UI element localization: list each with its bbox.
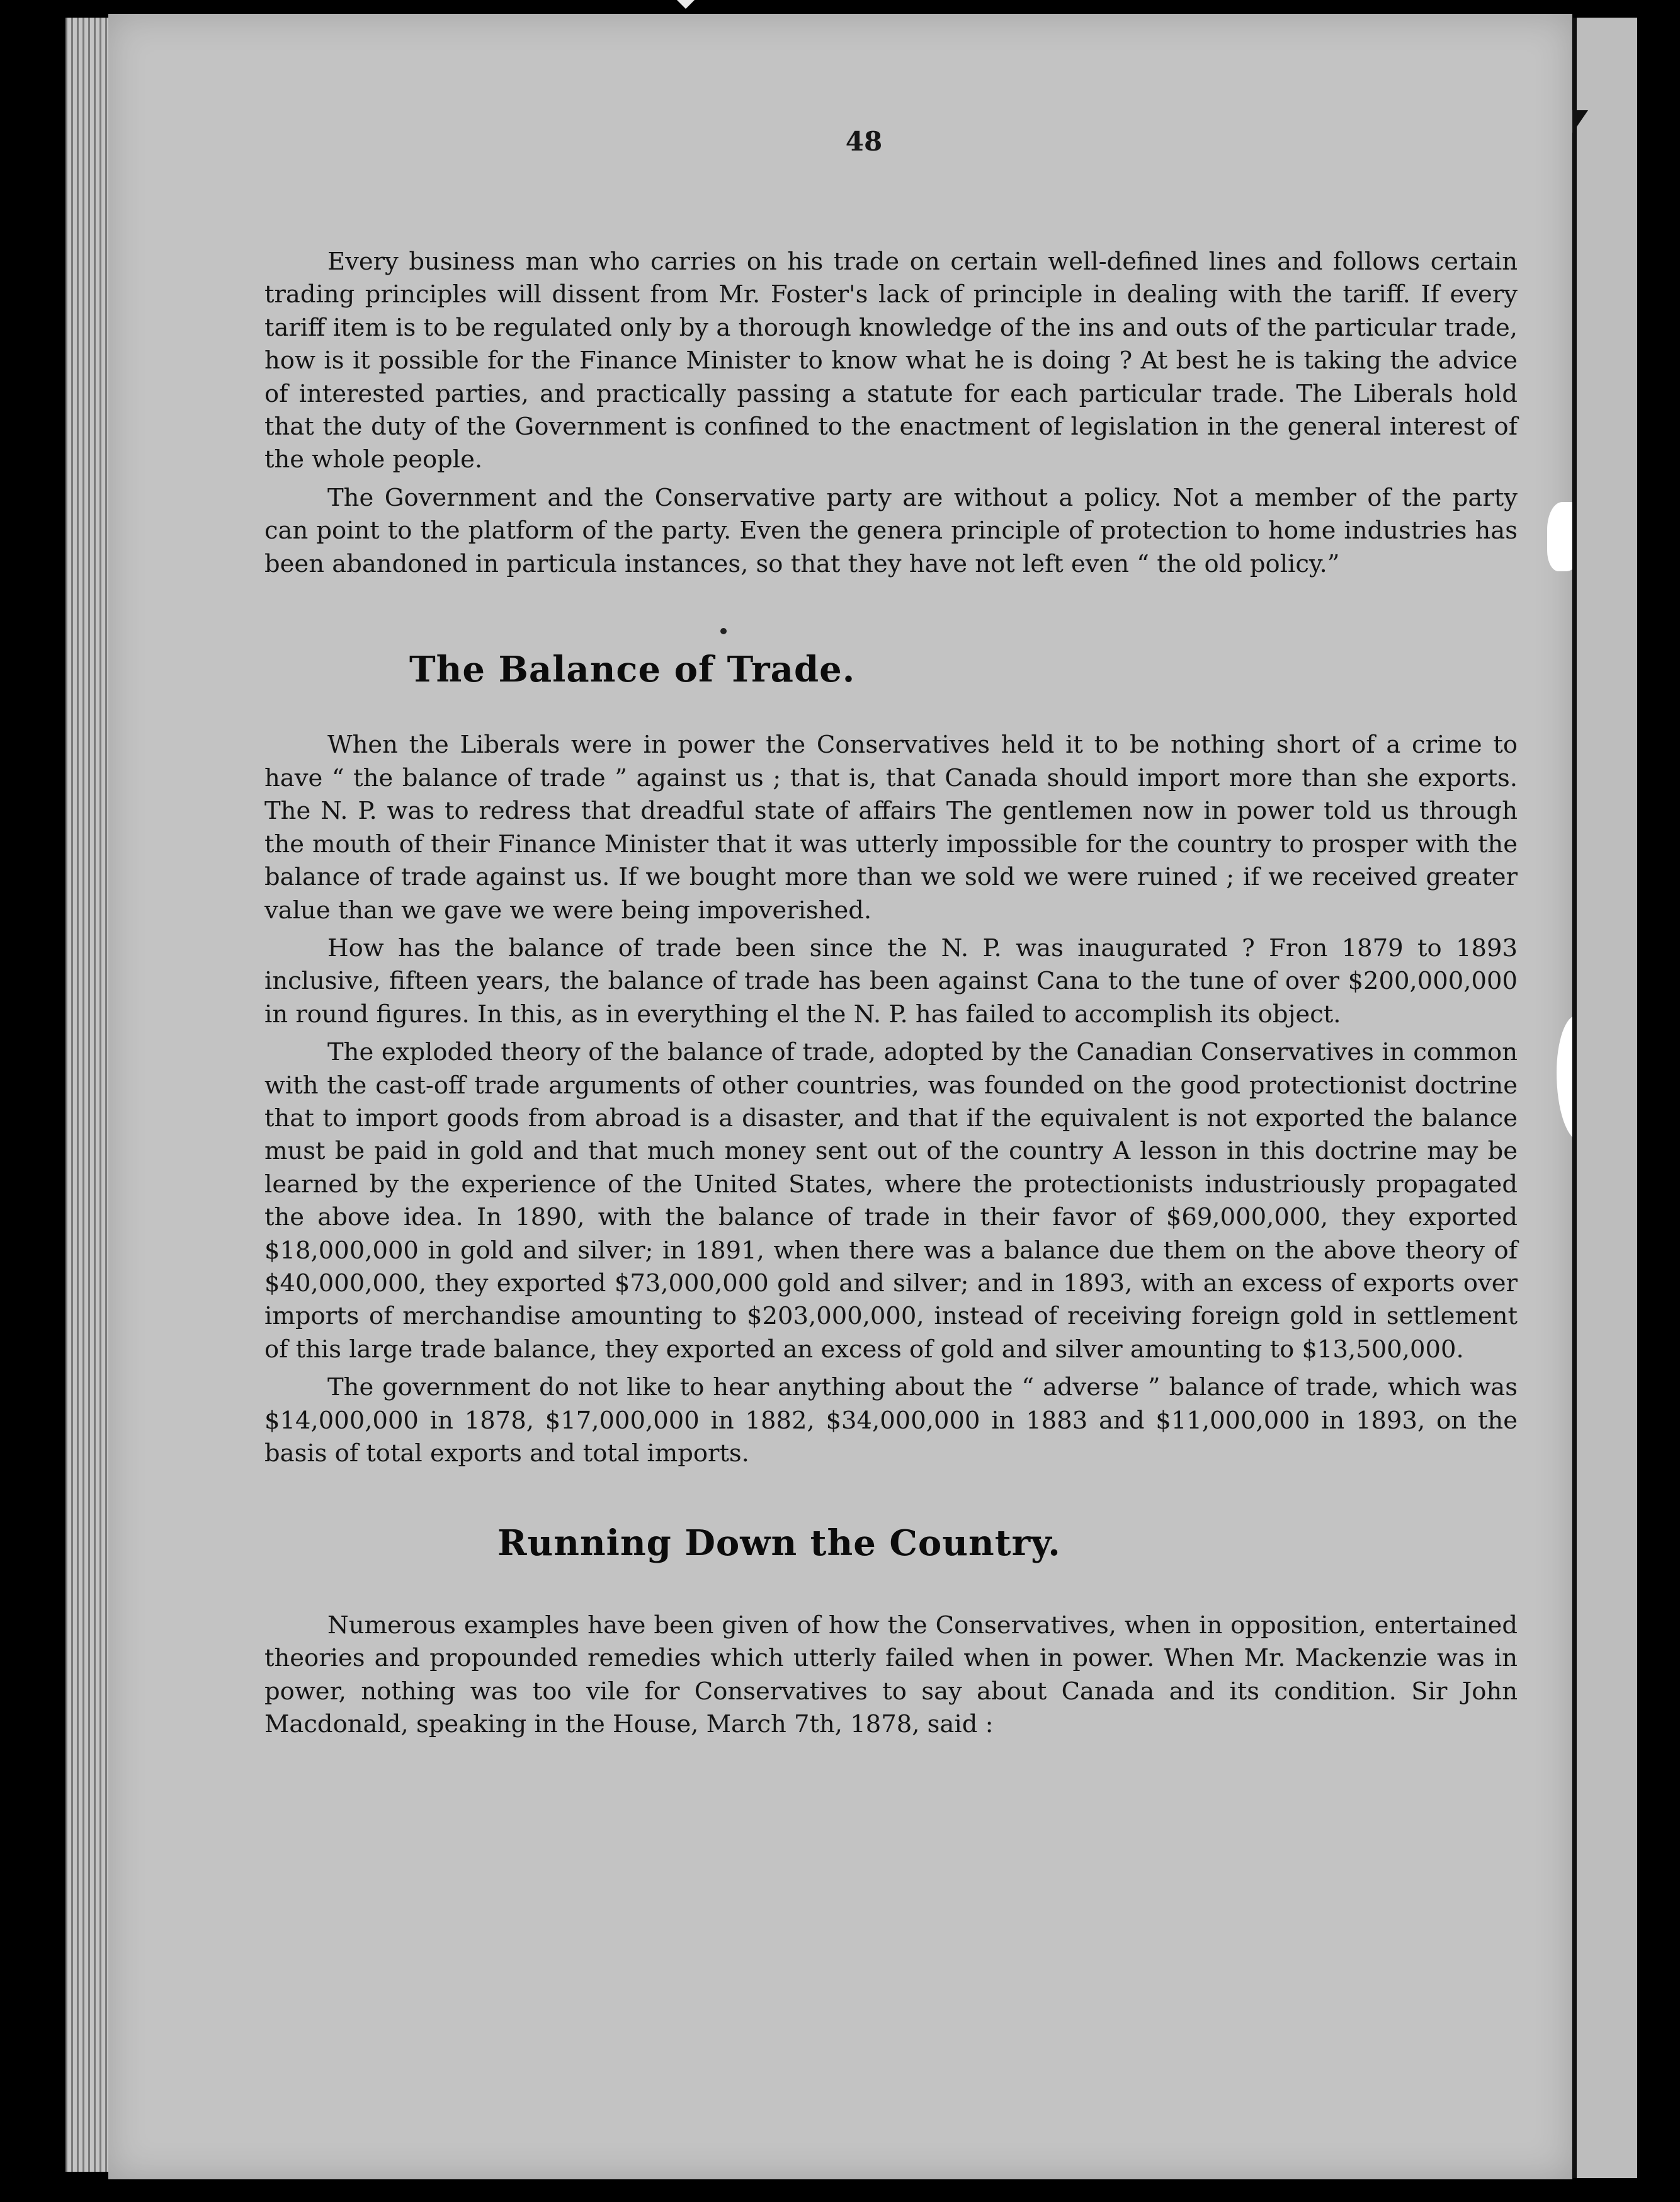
paragraph: The Government and the Conservative party are without a policy. Not a member of the party can point to the platform of the party. Even the genera principle of protection to home industries has been abandoned in particula instances, so that they have not left even “ the old policy.” bbox=[264, 483, 1518, 578]
book-binding-edge bbox=[65, 18, 110, 2172]
section-tariff-policy bbox=[264, 246, 1518, 581]
paper-tear bbox=[1557, 1015, 1572, 1141]
top-notch-mark bbox=[677, 0, 695, 9]
section-heading: Running Down the Country. bbox=[497, 1522, 1061, 1565]
section-running-down-the-country bbox=[264, 1522, 1518, 1741]
heading-spacer bbox=[264, 1560, 1518, 1609]
next-page-edge bbox=[1573, 18, 1637, 2178]
paragraph: How has the balance of trade been since the N. P. was inaugurated ? Fron 1879 to 1893 inclusive, fifteen years, the balance of trade has been against Cana to the tune of over $200,000,000 in round figures. In this, as in everything el the N. P. has failed to accomplish its object. bbox=[264, 933, 1518, 1029]
paper-tear bbox=[1547, 502, 1572, 571]
page-content bbox=[264, 176, 1518, 1741]
page-number: 48 bbox=[845, 126, 883, 157]
paragraph: Numerous examples have been given of how the Conservatives, when in opposition, entertained theories and propounded remedies which utterly failed when in power. When Mr. Mackenzie was in power, nothing was too vile for Conservatives to say about Canada and its condition. Sir John Macdonald, speaking in the House, March 7th, 1878, said : bbox=[264, 1611, 1518, 1739]
page bbox=[108, 14, 1572, 2179]
paragraph: When the Liberals were in power the Conservatives held it to be nothing short of a crime to have “ the balance of trade ” against us ; that is, that Canada should import more than she exports. The N. P. was to redress that dreadful state of affairs The gentlemen now in power told us through the mouth of their Finance Minister that it was utterly impossible for the country to prosper with the balance of trade against us. If we bought more than we sold we were ruined ; if we received greater value than we gave we were being impoverished. bbox=[264, 731, 1518, 925]
section-balance-of-trade bbox=[264, 649, 1518, 1470]
section-heading: The Balance of Trade. bbox=[409, 649, 856, 691]
paragraph: The exploded theory of the balance of trade, adopted by the Canadian Conservatives in common with the cast-off trade arguments of other countries, was founded on the good protectionist doctrine that to import goods from abroad is a disaster, and that if the equivalent is not exported the balance must be paid in gold and that much money sent out of the country A lesson in this doctrine may be learned by the experience of the United States, where the protectionists industriously propagated the above idea. In 1890, with the balance of trade in their favor of $69,000,000, they exported $18,000,000 in gold and silver; in 1891, when there was a balance due them on the above theory of $40,000,000, they exported $73,000,000 gold and silver; and in 1893, with an excess of exports over imports of merchandise amounting to $203,000,000, instead of receiving foreign gold in settlement of this large trade balance, they exported an excess of gold and silver amounting to $13,500,000. bbox=[264, 1038, 1518, 1364]
paragraph: The government do not like to hear anything about the “ adverse ” balance of trade, which was $14,000,000 in 1878, $17,000,000 in 1882, $34,000,000 in 1883 and $11,000,000 in 1893, on the basis of total exports and total imports. bbox=[264, 1373, 1518, 1468]
heading-spacer bbox=[264, 686, 1518, 729]
paragraph: Every business man who carries on his trade on certain well-defined lines and follows certain trading principles will dissent from Mr. Foster's lack of principle in dealing with the tariff. If every tariff item is to be regulated only by a thorough knowledge of the ins and outs of the particular trade, how is it possible for the Finance Minister to know what he is doing ? At best he is taking the advice of interested parties, and practically passing a statute for each particular trade. The Liberals hold that the duty of the Government is confined to the enactment of legislation in the general interest of the whole people. bbox=[264, 248, 1518, 474]
